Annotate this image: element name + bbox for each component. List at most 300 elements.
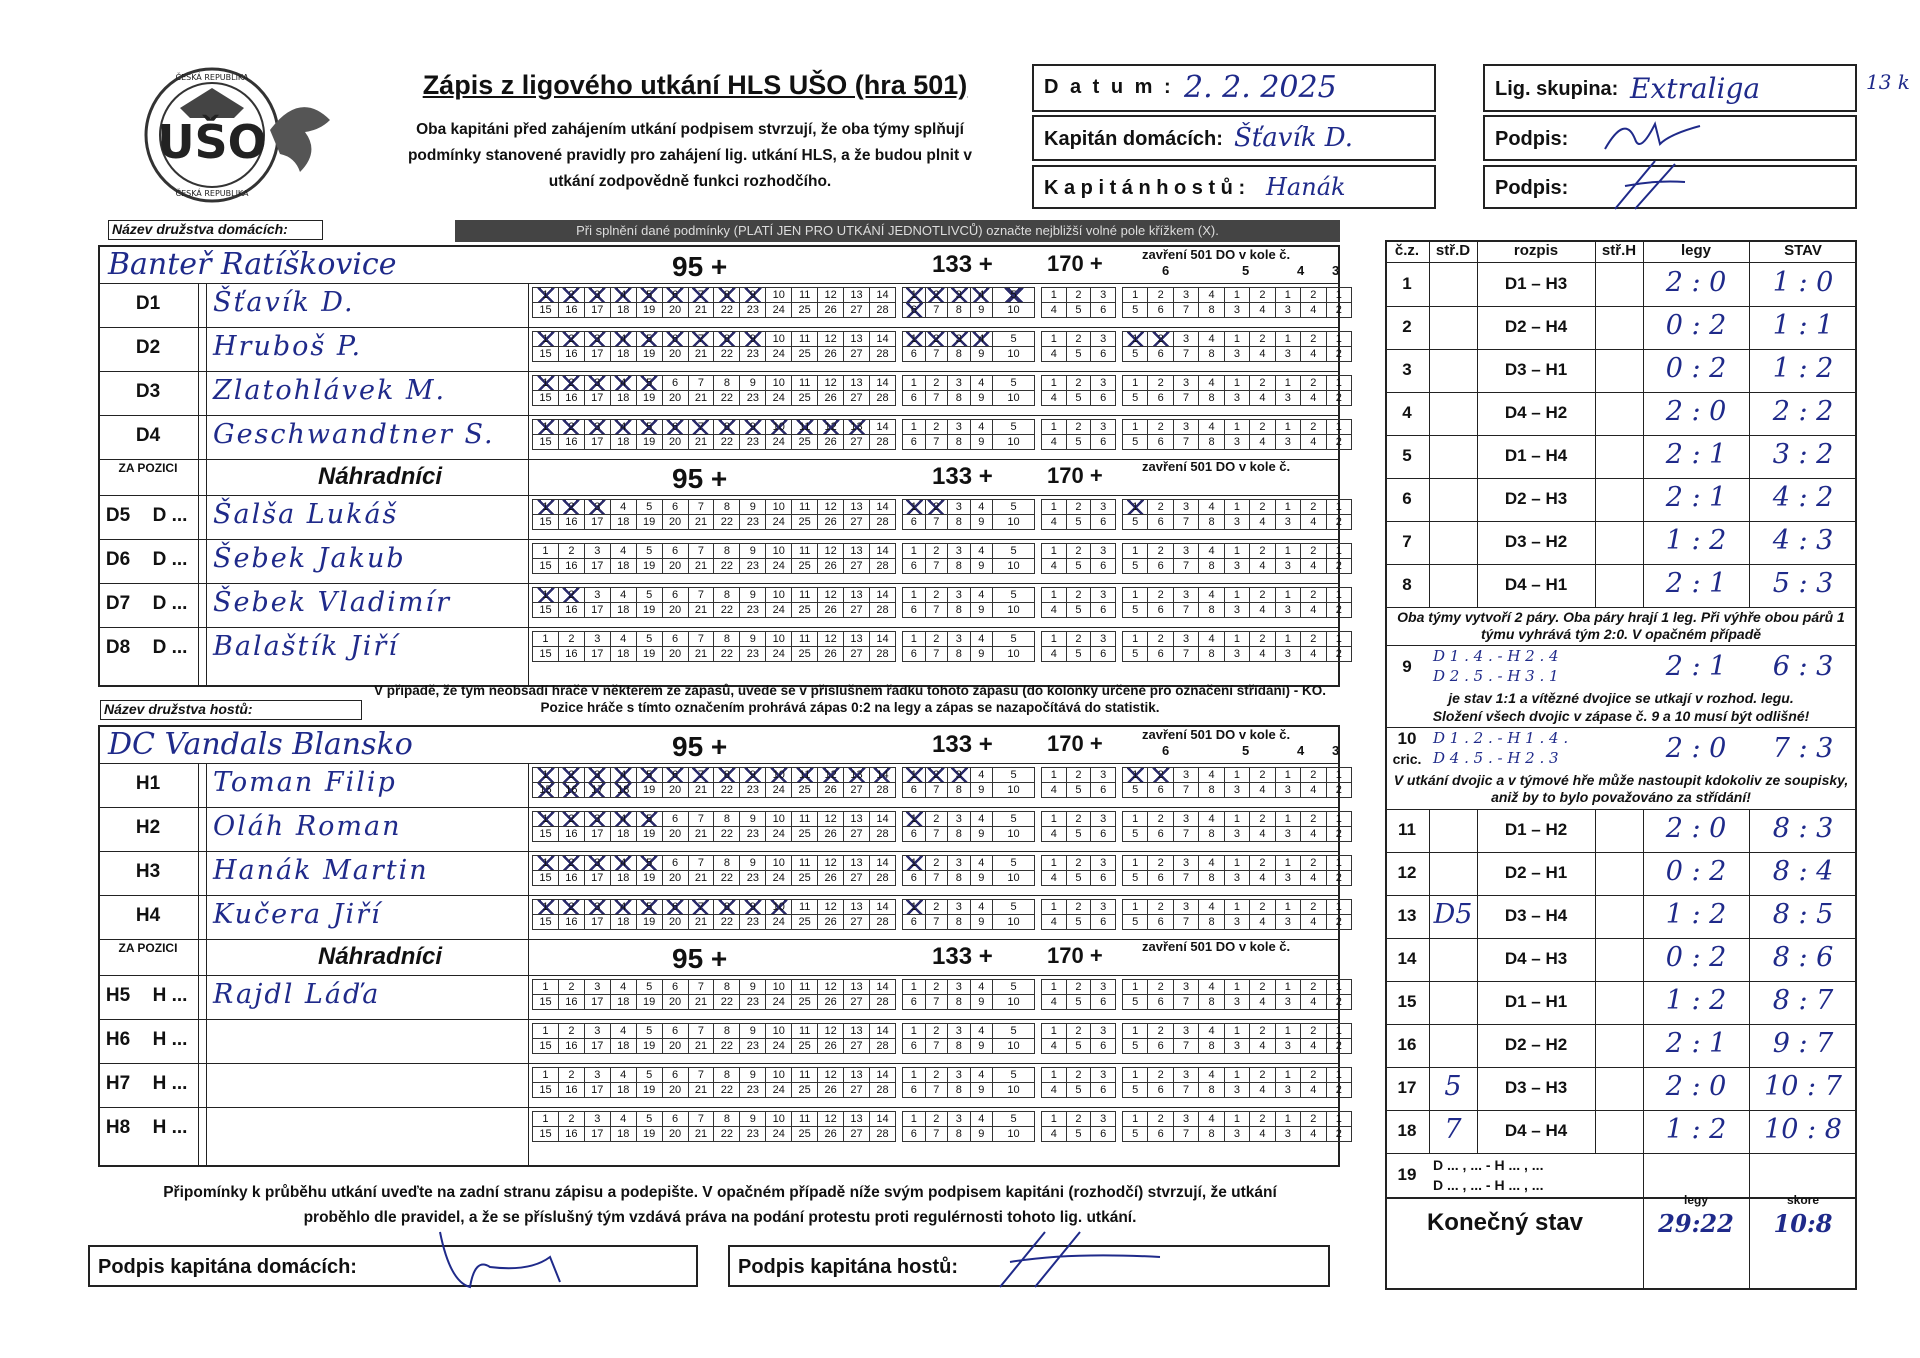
score-cell[interactable]: 9 xyxy=(740,900,766,915)
score-cell[interactable]: 3 xyxy=(1091,900,1116,915)
score-cell[interactable]: 6 xyxy=(1148,559,1173,574)
score-cell[interactable]: 25 xyxy=(792,1083,818,1098)
score-cell[interactable]: 10 xyxy=(993,647,1035,662)
score-cell[interactable]: 7 xyxy=(688,1068,714,1083)
score-cell[interactable]: 17 xyxy=(584,435,610,450)
score-cell[interactable]: 18 xyxy=(610,647,636,662)
score-cell[interactable]: 27 xyxy=(844,515,870,530)
score-cell[interactable]: 3 xyxy=(1173,332,1198,347)
score-cell[interactable]: 8 xyxy=(714,376,740,391)
score-cell[interactable]: 1 xyxy=(903,376,926,391)
score-cell[interactable]: 2 xyxy=(1301,376,1326,391)
score-cell[interactable]: 4 xyxy=(1042,995,1067,1010)
score-cell[interactable]: 4 xyxy=(970,1068,993,1083)
score-cell[interactable]: 25 xyxy=(792,603,818,618)
score-cell[interactable]: 19 xyxy=(636,347,662,362)
score-cell[interactable]: 4 xyxy=(970,544,993,559)
score-cell[interactable]: 6 xyxy=(1091,347,1116,362)
score-cell[interactable]: 1 xyxy=(1275,588,1300,603)
score-grid[interactable] xyxy=(532,331,896,362)
score-cell[interactable]: 8 xyxy=(948,915,971,930)
score-cell[interactable]: 4 xyxy=(1042,603,1067,618)
score-cell[interactable]: 21 xyxy=(688,435,714,450)
score-cell[interactable]: 5 xyxy=(993,288,1035,303)
score-cell[interactable]: 28 xyxy=(869,827,895,842)
score-cell[interactable]: 19 xyxy=(636,603,662,618)
score-cell[interactable]: 3 xyxy=(584,544,610,559)
score-cell[interactable]: 21 xyxy=(688,915,714,930)
score-cell[interactable]: 15 xyxy=(533,603,559,618)
score-cell[interactable]: 8 xyxy=(948,603,971,618)
score-cell[interactable]: 2 xyxy=(558,332,584,347)
score-cell[interactable]: 22 xyxy=(714,995,740,1010)
score-cell[interactable]: 2 xyxy=(1301,980,1326,995)
score-cell[interactable]: 26 xyxy=(818,915,844,930)
score-cell[interactable]: 5 xyxy=(1123,347,1148,362)
score-grid[interactable] xyxy=(532,979,896,1010)
score-cell[interactable]: 16 xyxy=(558,515,584,530)
score-cell[interactable]: 3 xyxy=(584,500,610,515)
score-cell[interactable]: 10 xyxy=(993,391,1035,406)
score-cell[interactable]: 12 xyxy=(818,856,844,871)
score-cell[interactable]: 15 xyxy=(533,515,559,530)
score-cell[interactable]: 2 xyxy=(1326,1083,1352,1098)
score-cell[interactable]: 4 xyxy=(1301,391,1326,406)
score-cell[interactable]: 1 xyxy=(1224,500,1249,515)
score-cell[interactable]: 5 xyxy=(1123,871,1148,886)
score-cell[interactable]: 8 xyxy=(948,303,971,318)
score-cell[interactable]: 4 xyxy=(610,588,636,603)
score-cell[interactable]: 5 xyxy=(1066,347,1091,362)
score-cell[interactable]: 2 xyxy=(1250,980,1275,995)
score-cell[interactable]: 3 xyxy=(1275,347,1300,362)
score-cell[interactable]: 4 xyxy=(970,856,993,871)
score-grid[interactable] xyxy=(902,855,1035,886)
score-cell[interactable]: 6 xyxy=(1148,995,1173,1010)
score-cell[interactable]: 28 xyxy=(869,559,895,574)
score-grid[interactable] xyxy=(902,899,1035,930)
score-grid[interactable] xyxy=(1122,419,1352,450)
score-grid[interactable] xyxy=(902,543,1035,574)
score-cell[interactable]: 28 xyxy=(869,1127,895,1142)
score-cell[interactable]: 2 xyxy=(1326,647,1352,662)
score-cell[interactable]: 5 xyxy=(1123,515,1148,530)
score-cell[interactable]: 1 xyxy=(903,588,926,603)
score-cell[interactable]: 23 xyxy=(740,1127,766,1142)
score-cell[interactable]: 5 xyxy=(636,1068,662,1083)
score-grid[interactable] xyxy=(902,1111,1035,1142)
score-cell[interactable]: 4 xyxy=(610,812,636,827)
score-cell[interactable]: 18 xyxy=(610,603,636,618)
score-cell[interactable]: 11 xyxy=(792,332,818,347)
score-cell[interactable]: 2 xyxy=(1066,1024,1091,1039)
score-cell[interactable]: 3 xyxy=(584,376,610,391)
score-cell[interactable]: 1 xyxy=(533,1112,559,1127)
score-cell[interactable]: 2 xyxy=(558,1068,584,1083)
score-cell[interactable]: 23 xyxy=(740,915,766,930)
score-cell[interactable]: 22 xyxy=(714,1083,740,1098)
score-cell[interactable]: 26 xyxy=(818,303,844,318)
score-cell[interactable]: 26 xyxy=(818,871,844,886)
score-cell[interactable]: 10 xyxy=(993,435,1035,450)
score-cell[interactable]: 28 xyxy=(869,603,895,618)
score-cell[interactable]: 4 xyxy=(970,332,993,347)
score-cell[interactable]: 2 xyxy=(1301,332,1326,347)
score-cell[interactable]: 5 xyxy=(1066,1083,1091,1098)
score-cell[interactable]: 19 xyxy=(636,871,662,886)
score-cell[interactable]: 26 xyxy=(818,1127,844,1142)
score-cell[interactable]: 27 xyxy=(844,303,870,318)
score-cell[interactable]: 8 xyxy=(1199,783,1224,798)
score-cell[interactable]: 1 xyxy=(1224,544,1249,559)
score-cell[interactable]: 2 xyxy=(1301,768,1326,783)
score-cell[interactable]: 13 xyxy=(844,376,870,391)
score-cell[interactable]: 2 xyxy=(925,1112,948,1127)
score-grid[interactable] xyxy=(902,1067,1035,1098)
score-cell[interactable]: 23 xyxy=(740,347,766,362)
score-cell[interactable]: 15 xyxy=(533,995,559,1010)
score-cell[interactable]: 3 xyxy=(1173,500,1198,515)
score-cell[interactable]: 5 xyxy=(636,544,662,559)
score-cell[interactable]: 6 xyxy=(662,1024,688,1039)
score-cell[interactable]: 21 xyxy=(688,303,714,318)
score-cell[interactable]: 5 xyxy=(636,1024,662,1039)
score-cell[interactable]: 4 xyxy=(1250,647,1275,662)
score-cell[interactable]: 1 xyxy=(1326,1112,1352,1127)
score-cell[interactable]: 6 xyxy=(1148,347,1173,362)
score-cell[interactable]: 3 xyxy=(1091,856,1116,871)
score-cell[interactable]: 7 xyxy=(688,768,714,783)
score-cell[interactable]: 8 xyxy=(1199,871,1224,886)
score-cell[interactable]: 7 xyxy=(1173,647,1198,662)
score-cell[interactable]: 3 xyxy=(1173,1068,1198,1083)
score-cell[interactable]: 6 xyxy=(903,1127,926,1142)
score-cell[interactable]: 4 xyxy=(1250,391,1275,406)
score-cell[interactable]: 2 xyxy=(1148,768,1173,783)
score-cell[interactable]: 7 xyxy=(1173,871,1198,886)
score-grid[interactable] xyxy=(1041,419,1116,450)
score-cell[interactable]: 18 xyxy=(610,435,636,450)
score-cell[interactable]: 24 xyxy=(766,1083,792,1098)
score-cell[interactable]: 24 xyxy=(766,603,792,618)
score-cell[interactable]: 11 xyxy=(792,376,818,391)
score-cell[interactable]: 1 xyxy=(1326,376,1352,391)
score-cell[interactable]: 18 xyxy=(610,559,636,574)
score-cell[interactable]: 27 xyxy=(844,995,870,1010)
score-cell[interactable]: 5 xyxy=(1123,603,1148,618)
score-cell[interactable]: 1 xyxy=(1275,376,1300,391)
score-cell[interactable]: 16 xyxy=(558,303,584,318)
score-cell[interactable]: 10 xyxy=(766,632,792,647)
score-cell[interactable]: 5 xyxy=(993,420,1035,435)
score-cell[interactable]: 28 xyxy=(869,391,895,406)
score-cell[interactable]: 3 xyxy=(948,1068,971,1083)
score-cell[interactable]: 27 xyxy=(844,559,870,574)
score-cell[interactable]: 1 xyxy=(1042,1112,1067,1127)
score-cell[interactable]: 2 xyxy=(925,376,948,391)
score-cell[interactable]: 1 xyxy=(1042,980,1067,995)
score-cell[interactable]: 23 xyxy=(740,435,766,450)
score-cell[interactable]: 5 xyxy=(636,812,662,827)
score-cell[interactable]: 5 xyxy=(636,500,662,515)
score-cell[interactable]: 2 xyxy=(1148,856,1173,871)
score-cell[interactable]: 9 xyxy=(740,1112,766,1127)
score-cell[interactable]: 24 xyxy=(766,391,792,406)
score-grid[interactable] xyxy=(1122,331,1352,362)
score-cell[interactable]: 3 xyxy=(948,376,971,391)
score-cell[interactable]: 4 xyxy=(1250,347,1275,362)
score-cell[interactable]: 4 xyxy=(1199,1068,1224,1083)
score-cell[interactable]: 26 xyxy=(818,435,844,450)
score-cell[interactable]: 25 xyxy=(792,1127,818,1142)
score-cell[interactable]: 3 xyxy=(1091,768,1116,783)
score-cell[interactable]: 5 xyxy=(1066,783,1091,798)
score-cell[interactable]: 12 xyxy=(818,1068,844,1083)
score-cell[interactable]: 2 xyxy=(925,420,948,435)
score-cell[interactable]: 18 xyxy=(610,1083,636,1098)
score-cell[interactable]: 24 xyxy=(766,347,792,362)
score-cell[interactable]: 3 xyxy=(1224,303,1249,318)
score-cell[interactable]: 6 xyxy=(1148,783,1173,798)
score-cell[interactable]: 2 xyxy=(1326,391,1352,406)
score-cell[interactable]: 1 xyxy=(1275,544,1300,559)
score-cell[interactable]: 4 xyxy=(970,588,993,603)
score-cell[interactable]: 6 xyxy=(1148,435,1173,450)
score-cell[interactable]: 4 xyxy=(1199,980,1224,995)
score-cell[interactable]: 4 xyxy=(1199,288,1224,303)
score-cell[interactable]: 4 xyxy=(1042,1127,1067,1142)
score-cell[interactable]: 15 xyxy=(533,915,559,930)
score-cell[interactable]: 9 xyxy=(740,812,766,827)
score-cell[interactable]: 3 xyxy=(1173,900,1198,915)
score-cell[interactable]: 2 xyxy=(925,544,948,559)
score-cell[interactable]: 22 xyxy=(714,871,740,886)
score-cell[interactable]: 8 xyxy=(948,871,971,886)
score-cell[interactable]: 24 xyxy=(766,435,792,450)
score-cell[interactable]: 1 xyxy=(1123,632,1148,647)
score-cell[interactable]: 6 xyxy=(662,544,688,559)
score-cell[interactable]: 1 xyxy=(903,1112,926,1127)
score-cell[interactable]: 5 xyxy=(1066,303,1091,318)
score-cell[interactable]: 1 xyxy=(1326,288,1352,303)
score-cell[interactable]: 3 xyxy=(1275,783,1300,798)
score-cell[interactable]: 6 xyxy=(1091,1127,1116,1142)
score-cell[interactable]: 8 xyxy=(1199,647,1224,662)
score-cell[interactable]: 8 xyxy=(714,500,740,515)
score-cell[interactable]: 2 xyxy=(1250,900,1275,915)
score-cell[interactable]: 8 xyxy=(714,332,740,347)
score-cell[interactable]: 1 xyxy=(1123,900,1148,915)
score-cell[interactable]: 17 xyxy=(584,347,610,362)
score-cell[interactable]: 28 xyxy=(869,915,895,930)
score-cell[interactable]: 13 xyxy=(844,420,870,435)
score-cell[interactable]: 16 xyxy=(558,1039,584,1054)
score-cell[interactable]: 5 xyxy=(993,768,1035,783)
score-cell[interactable]: 8 xyxy=(714,588,740,603)
score-cell[interactable]: 6 xyxy=(662,856,688,871)
score-cell[interactable]: 1 xyxy=(903,980,926,995)
score-cell[interactable]: 6 xyxy=(903,515,926,530)
score-cell[interactable]: 11 xyxy=(792,856,818,871)
score-cell[interactable]: 2 xyxy=(558,376,584,391)
score-cell[interactable]: 21 xyxy=(688,783,714,798)
score-cell[interactable]: 5 xyxy=(1066,1127,1091,1142)
score-cell[interactable]: 12 xyxy=(818,420,844,435)
score-cell[interactable]: 25 xyxy=(792,391,818,406)
score-grid[interactable] xyxy=(532,287,896,318)
score-cell[interactable]: 26 xyxy=(818,347,844,362)
score-cell[interactable]: 6 xyxy=(1091,391,1116,406)
score-cell[interactable]: 1 xyxy=(1326,544,1352,559)
score-cell[interactable]: 4 xyxy=(1042,303,1067,318)
score-cell[interactable]: 13 xyxy=(844,1024,870,1039)
score-cell[interactable]: 10 xyxy=(993,827,1035,842)
score-grid[interactable] xyxy=(902,375,1035,406)
score-cell[interactable]: 2 xyxy=(1301,812,1326,827)
score-cell[interactable]: 28 xyxy=(869,347,895,362)
score-cell[interactable]: 18 xyxy=(610,995,636,1010)
score-cell[interactable]: 1 xyxy=(1224,376,1249,391)
score-cell[interactable]: 5 xyxy=(993,544,1035,559)
score-cell[interactable]: 11 xyxy=(792,812,818,827)
score-cell[interactable]: 21 xyxy=(688,827,714,842)
score-cell[interactable]: 4 xyxy=(1042,1039,1067,1054)
score-cell[interactable]: 8 xyxy=(714,420,740,435)
score-cell[interactable]: 5 xyxy=(993,1024,1035,1039)
score-cell[interactable]: 4 xyxy=(1250,995,1275,1010)
score-cell[interactable]: 16 xyxy=(558,603,584,618)
score-cell[interactable]: 6 xyxy=(1091,1083,1116,1098)
score-cell[interactable]: 24 xyxy=(766,515,792,530)
score-cell[interactable]: 5 xyxy=(636,980,662,995)
score-cell[interactable]: 1 xyxy=(903,768,926,783)
score-cell[interactable]: 1 xyxy=(1275,768,1300,783)
score-cell[interactable]: 5 xyxy=(636,588,662,603)
score-cell[interactable]: 1 xyxy=(1042,420,1067,435)
score-cell[interactable]: 5 xyxy=(636,420,662,435)
score-cell[interactable]: 5 xyxy=(636,288,662,303)
score-cell[interactable]: 7 xyxy=(925,871,948,886)
score-cell[interactable]: 6 xyxy=(1091,1039,1116,1054)
score-cell[interactable]: 4 xyxy=(1250,915,1275,930)
score-cell[interactable]: 3 xyxy=(584,332,610,347)
score-cell[interactable]: 9 xyxy=(740,768,766,783)
score-cell[interactable]: 4 xyxy=(970,1024,993,1039)
score-cell[interactable]: 2 xyxy=(1250,544,1275,559)
score-cell[interactable]: 3 xyxy=(1275,995,1300,1010)
score-cell[interactable]: 19 xyxy=(636,783,662,798)
score-grid[interactable] xyxy=(1041,499,1116,530)
score-cell[interactable]: 6 xyxy=(662,1068,688,1083)
score-cell[interactable]: 17 xyxy=(584,559,610,574)
score-cell[interactable]: 1 xyxy=(1123,376,1148,391)
score-cell[interactable]: 5 xyxy=(993,588,1035,603)
score-cell[interactable]: 2 xyxy=(925,812,948,827)
score-grid[interactable] xyxy=(1041,855,1116,886)
score-cell[interactable]: 28 xyxy=(869,1039,895,1054)
score-cell[interactable]: 2 xyxy=(1250,332,1275,347)
score-cell[interactable]: 10 xyxy=(766,900,792,915)
score-cell[interactable]: 4 xyxy=(1199,500,1224,515)
score-cell[interactable]: 5 xyxy=(993,980,1035,995)
score-cell[interactable]: 9 xyxy=(970,603,993,618)
score-cell[interactable]: 3 xyxy=(1275,435,1300,450)
score-cell[interactable]: 10 xyxy=(993,1083,1035,1098)
score-cell[interactable]: 8 xyxy=(1199,391,1224,406)
score-cell[interactable]: 2 xyxy=(1326,603,1352,618)
score-cell[interactable]: 5 xyxy=(1066,559,1091,574)
score-cell[interactable]: 23 xyxy=(740,515,766,530)
score-cell[interactable]: 6 xyxy=(1091,915,1116,930)
score-cell[interactable]: 23 xyxy=(740,603,766,618)
score-cell[interactable]: 5 xyxy=(1066,1039,1091,1054)
score-cell[interactable]: 6 xyxy=(903,1039,926,1054)
score-cell[interactable]: 11 xyxy=(792,1024,818,1039)
score-cell[interactable]: 12 xyxy=(818,332,844,347)
score-cell[interactable]: 19 xyxy=(636,515,662,530)
score-cell[interactable]: 12 xyxy=(818,1112,844,1127)
score-cell[interactable]: 2 xyxy=(1326,1039,1352,1054)
score-cell[interactable]: 5 xyxy=(1123,995,1148,1010)
score-cell[interactable]: 1 xyxy=(1224,900,1249,915)
score-cell[interactable]: 5 xyxy=(636,1112,662,1127)
score-cell[interactable]: 8 xyxy=(1199,995,1224,1010)
score-cell[interactable]: 2 xyxy=(558,900,584,915)
score-cell[interactable]: 7 xyxy=(925,995,948,1010)
score-cell[interactable]: 1 xyxy=(1123,500,1148,515)
score-cell[interactable]: 9 xyxy=(970,827,993,842)
score-cell[interactable]: 11 xyxy=(792,1068,818,1083)
score-cell[interactable]: 4 xyxy=(610,420,636,435)
score-cell[interactable]: 1 xyxy=(1042,768,1067,783)
score-cell[interactable]: 22 xyxy=(714,391,740,406)
score-grid[interactable] xyxy=(902,499,1035,530)
score-cell[interactable]: 1 xyxy=(1275,812,1300,827)
score-cell[interactable]: 26 xyxy=(818,783,844,798)
score-cell[interactable]: 16 xyxy=(558,871,584,886)
score-cell[interactable]: 5 xyxy=(1123,1039,1148,1054)
score-cell[interactable]: 5 xyxy=(636,768,662,783)
score-cell[interactable]: 7 xyxy=(1173,995,1198,1010)
score-grid[interactable] xyxy=(532,855,896,886)
score-cell[interactable]: 23 xyxy=(740,783,766,798)
score-cell[interactable]: 3 xyxy=(1173,632,1198,647)
score-grid[interactable] xyxy=(1122,375,1352,406)
score-cell[interactable]: 1 xyxy=(1224,856,1249,871)
score-cell[interactable]: 4 xyxy=(1250,871,1275,886)
score-cell[interactable]: 6 xyxy=(903,347,926,362)
score-cell[interactable]: 6 xyxy=(1148,1083,1173,1098)
score-cell[interactable]: 6 xyxy=(903,827,926,842)
score-cell[interactable]: 4 xyxy=(1301,515,1326,530)
score-cell[interactable]: 11 xyxy=(792,632,818,647)
score-cell[interactable]: 19 xyxy=(636,303,662,318)
score-cell[interactable]: 4 xyxy=(1250,1083,1275,1098)
score-cell[interactable]: 1 xyxy=(1275,1068,1300,1083)
score-cell[interactable]: 7 xyxy=(1173,391,1198,406)
score-cell[interactable]: 2 xyxy=(1326,435,1352,450)
score-cell[interactable]: 1 xyxy=(1123,812,1148,827)
score-cell[interactable]: 14 xyxy=(869,768,895,783)
score-cell[interactable]: 27 xyxy=(844,391,870,406)
score-cell[interactable]: 4 xyxy=(1199,768,1224,783)
score-cell[interactable]: 16 xyxy=(558,347,584,362)
score-cell[interactable]: 4 xyxy=(1199,544,1224,559)
score-cell[interactable]: 9 xyxy=(970,871,993,886)
score-cell[interactable]: 2 xyxy=(1066,768,1091,783)
score-cell[interactable]: 1 xyxy=(1224,768,1249,783)
score-cell[interactable]: 1 xyxy=(1275,900,1300,915)
